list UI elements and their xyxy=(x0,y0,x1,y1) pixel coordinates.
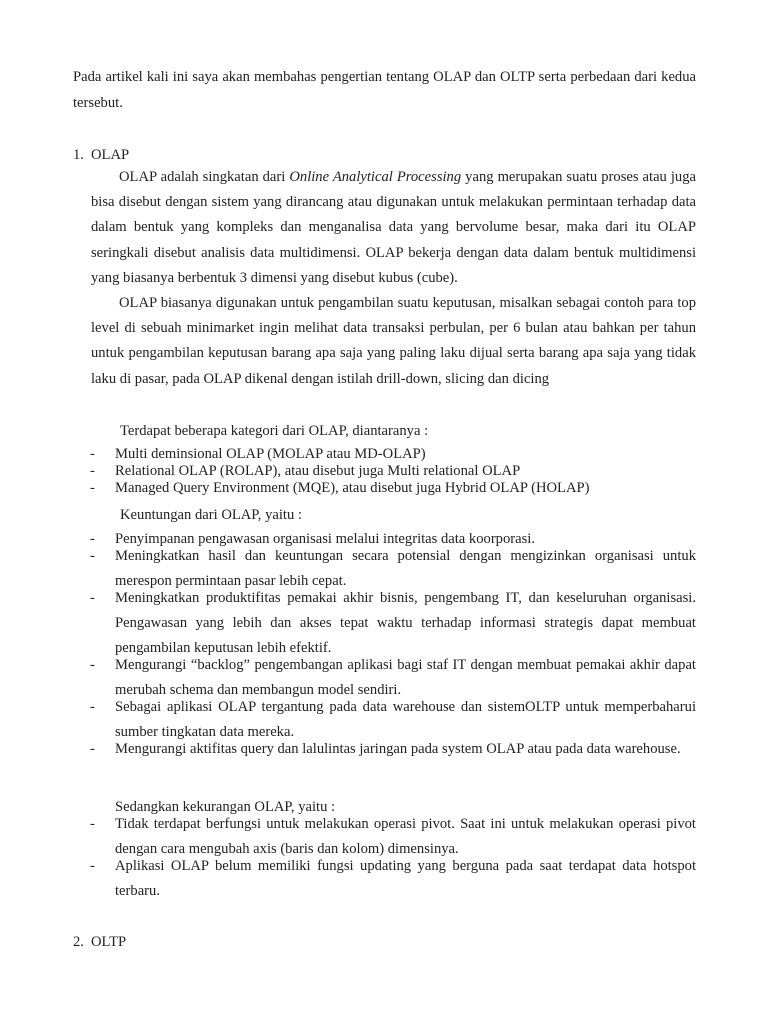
list-marker: - xyxy=(90,699,95,715)
list-item-text: Relational OLAP (ROLAP), atau disebut juga Multi relational OLAP xyxy=(115,463,521,479)
list-marker: - xyxy=(90,548,95,564)
list-marker: - xyxy=(90,446,95,462)
list-item-text: Mengurangi aktifitas query dan lalulintas jaringan pada system OLAP atau pada data warehouse. xyxy=(115,741,681,757)
list-marker: - xyxy=(90,531,95,547)
section-2-number: 2. xyxy=(73,934,84,950)
disadvantages-heading: Sedangkan kekurangan OLAP, yaitu : xyxy=(115,799,336,815)
list-item-text: Managed Query Environment (MQE), atau disebut juga Hybrid OLAP (HOLAP) xyxy=(115,480,590,496)
list-item-text: Multi deminsional OLAP (MOLAP atau MD-OLAP) xyxy=(115,446,426,462)
list-item-text: Meningkatkan hasil dan keuntungan secara potensial dengan mengizinkan organisasi untuk merespon permintaan pasar lebih cepat. xyxy=(115,548,696,589)
list-marker: - xyxy=(90,590,95,606)
advantages-heading: Keuntungan dari OLAP, yaitu : xyxy=(120,507,302,523)
olap-term: Online Analytical Processing xyxy=(289,169,462,185)
list-item-text: Sebagai aplikasi OLAP tergantung pada data warehouse dan sistemOLTP untuk memperbaharui sumber tingkatan data mereka. xyxy=(115,699,696,740)
list-marker: - xyxy=(90,816,95,832)
list-marker: - xyxy=(90,657,95,673)
list-item-text: Meningkatkan produktifitas pemakai akhir bisnis, pengembang IT, dan keseluruhan organisasi. Pengawasan yang lebih dan akses tepat waktu terhadap informasi strategis dapat membuat pengambilan keputusan lebih efektif. xyxy=(115,590,696,656)
olap-definition-paragraph xyxy=(91,165,696,291)
list-item-text: Tidak terdapat berfungsi untuk melakukan operasi pivot. Saat ini untuk melakukan operasi pivot dengan cara mengubah axis (baris dan kolom) dimensinya. xyxy=(115,816,696,857)
section-1-number: 1. xyxy=(73,147,84,163)
categories-heading: Terdapat beberapa kategori dari OLAP, diantaranya : xyxy=(120,423,429,439)
list-marker: - xyxy=(90,463,95,479)
olap-definition-text-end: yang merupakan suatu proses atau juga bisa disebut dengan sistem yang dirancang atau digunakan untuk melakukan permintaan terhadap data dalam bentuk yang kompleks dan menganalisa data yang bervolume besar, maka dari itu OLAP seringkali disebut analisis data multidimensi. OLAP bekerja dengan data dalam bentuk multidimensi yang biasanya berbentuk 3 dimensi yang disebut kubus (cube). xyxy=(91,169,696,286)
list-item-text: Penyimpanan pengawasan organisasi melalui integritas data koorporasi. xyxy=(115,531,535,547)
olap-definition-text-start: OLAP adalah singkatan dari xyxy=(119,169,290,185)
list-marker: - xyxy=(90,741,95,757)
olap-usage-paragraph: OLAP biasanya digunakan untuk pengambilan suatu keputusan, misalkan sebagai contoh para top level di sebuah minimarket ingin melihat data transaksi perbulan, per 6 bulan atau bahkan per tahun untuk pengambilan keputusan barang apa saja yang paling laku dijual serta barang apa saja yang tidak laku di pasar, pada OLAP dikenal dengan istilah drill-down, slicing dan dicing xyxy=(91,295,696,387)
list-item-text: Mengurangi “backlog” pengembangan aplikasi bagi staf IT dengan membuat pemakai akhir dapat merubah schema dan membangun model sendiri. xyxy=(115,657,696,698)
section-1-title: OLAP xyxy=(91,147,130,163)
intro-paragraph: Pada artikel kali ini saya akan membahas pengertian tentang OLAP dan OLTP serta perbedaan dari kedua tersebut. xyxy=(73,69,696,111)
list-marker: - xyxy=(90,480,95,496)
section-2-title: OLTP xyxy=(91,934,127,950)
list-item-text: Aplikasi OLAP belum memiliki fungsi updating yang berguna pada saat terdapat data hotspot terbaru. xyxy=(115,858,696,899)
list-marker: - xyxy=(90,858,95,874)
